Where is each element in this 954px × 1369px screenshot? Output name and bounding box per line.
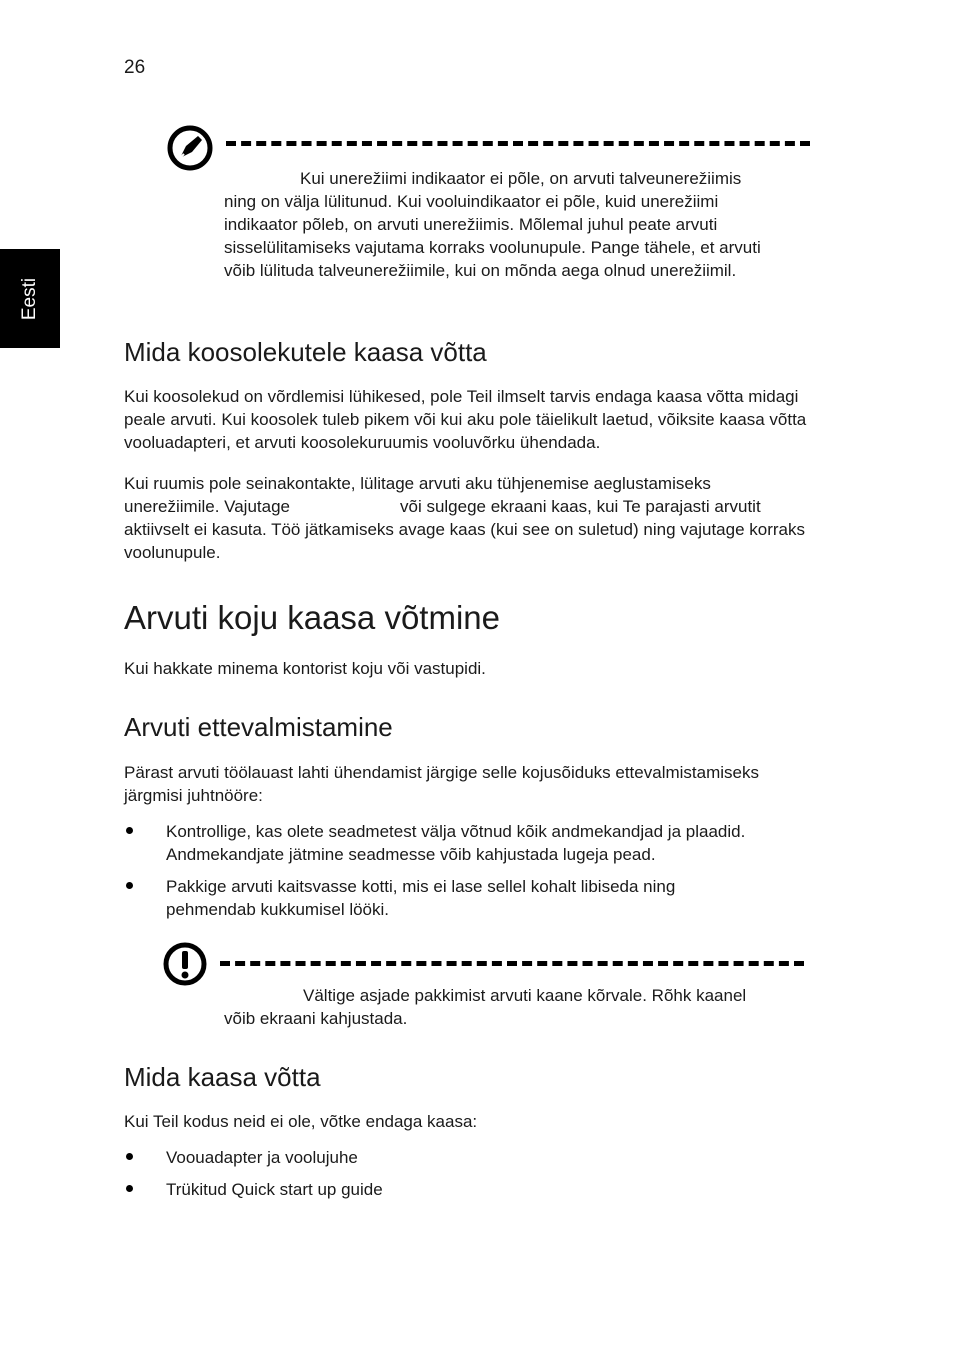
prepare-bullet-2-text: Pakkige arvuti kaitsvasse kotti, mis ei lase sellel kohalt libiseda ning pehmendab kukkumisel lööki. [166, 877, 676, 919]
note-text-line-1: Kui unerežiimi indikaator ei põle, on arvuti talveunerežiimis [300, 169, 742, 188]
note-divider [226, 141, 810, 146]
caution-text-line-1: Vältige asjade pakkimist arvuti kaane kõrvale. Rõhk kaanel [303, 986, 747, 1005]
caution-text-rest: võib ekraani kahjustada. [224, 1009, 408, 1028]
meetings-paragraph-2-line-1: Kui ruumis pole seinakontakte, lülitage arvuti aku tühjenemise aeglustamiseks [124, 474, 711, 493]
caution-divider [220, 961, 804, 966]
prepare-intro: Pärast arvuti töölauast lahti ühendamist järgige selle kojusõiduks ettevalmistamiseks järgmisi juhtnööre: [124, 763, 759, 805]
caution-text [224, 984, 794, 1030]
note-pen-icon [166, 124, 214, 172]
meetings-paragraph-2 [124, 472, 814, 564]
bullet-dot [126, 882, 133, 889]
take-home-intro: Kui hakkate minema kontorist koju või vastupidi. [124, 659, 486, 678]
what-to-take-intro: Kui Teil kodus neid ei ole, võtke endaga kaasa: [124, 1112, 478, 1131]
note-text-rest: ning on välja lülitunud. Kui vooluindikaator ei põle, kuid unerežiimi indikaator põleb, on arvuti unerežiimis. Mõlemal juhul peate arvuti sisselülitamiseks vajutama korraks voolunupule. Pange tähele, et arvuti võib lülituda talveunerežiimile, kui on mõnda aega olnud unerežiimil. [224, 192, 761, 280]
take-bullet-1-text: Voouadapter ja voolujuhe [166, 1148, 358, 1167]
take-bullet-1 [124, 1146, 814, 1169]
caution-icon [162, 941, 208, 987]
note-text [224, 167, 794, 282]
prepare-bullet-1-text: Kontrollige, kas olete seadmetest välja võtnud kõik andmekandjad ja plaadid. Andmekandjate jätmine seadmesse võib kahjustada lugeja pead. [166, 822, 746, 864]
heading-what-to-take: Mida kaasa võtta [124, 1062, 321, 1092]
note-icon [166, 124, 214, 172]
meetings-paragraph-1: Kui koosolekud on võrdlemisi lühikesed, pole Teil ilmselt tarvis endaga kaasa võtta midagi peale arvuti. Kui koosolek tuleb pikem või kui aku pole täielikult laetud, võiksite kaasa võtta vooluadapteri, et arvuti koosolekuruumis vooluvõrku ühendada. [124, 387, 807, 452]
take-bullet-2-text: Trükitud Quick start up guide [166, 1180, 383, 1199]
heading-prepare: Arvuti ettevalmistamine [124, 712, 393, 742]
bullet-dot [126, 827, 133, 834]
meetings-paragraph-2-part-b: või sulgege ekraani kaas, kui Te parajasti arvutit aktiivselt ei kasuta. Töö jätkamiseks avage kaas (kui see on suletud) ning vajutage korraks voolunupule. [124, 497, 805, 562]
meetings-paragraph-2-part-a: unerežiimile. Vajutage [124, 497, 290, 516]
language-side-tab-label: Eesti [19, 277, 40, 320]
prepare-bullet-1 [124, 820, 814, 866]
bullet-dot [126, 1153, 133, 1160]
caution-exclamation-icon [162, 941, 208, 987]
heading-meetings: Mida koosolekutele kaasa võtta [124, 337, 487, 367]
page-number: 26 [124, 57, 146, 78]
bullet-dot [126, 1185, 133, 1192]
language-side-tab [0, 249, 60, 348]
heading-take-home: Arvuti koju kaasa võtmine [124, 599, 501, 636]
prepare-bullet-2 [124, 875, 814, 921]
take-bullet-2 [124, 1178, 814, 1201]
